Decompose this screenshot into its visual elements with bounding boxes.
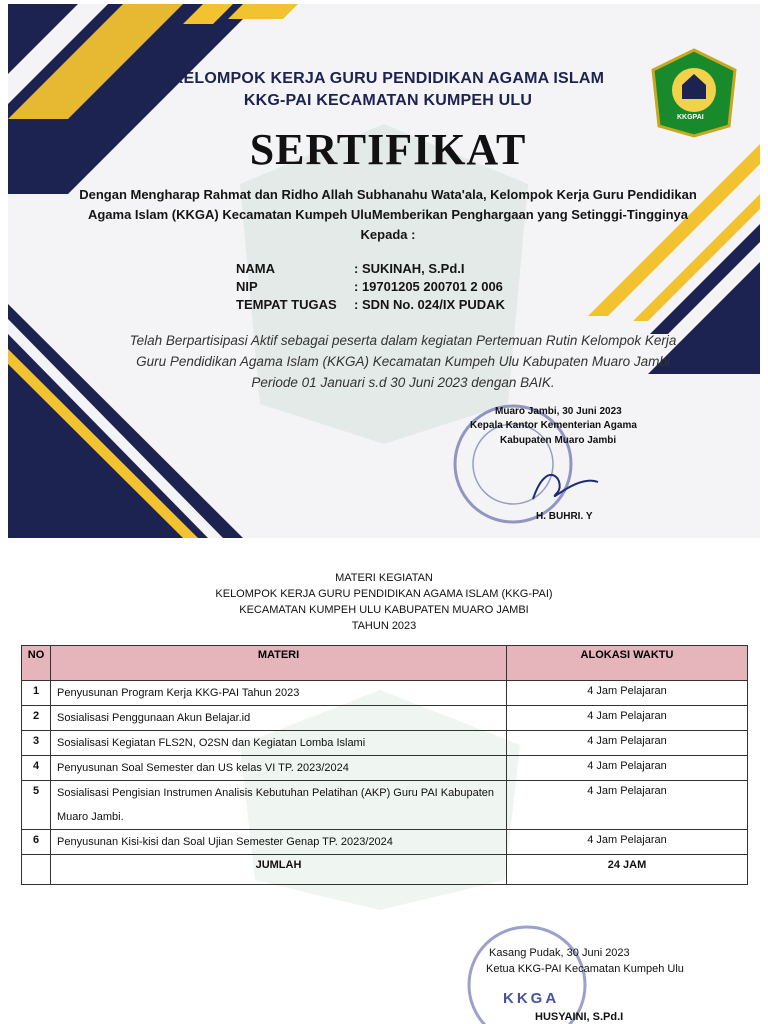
materi-sign-place-date: Kasang Pudak, 30 Juni 2023 [489,947,630,959]
row-no: 2 [22,706,51,731]
row-no: 4 [22,756,51,781]
kkgpai-logo [651,48,737,138]
row-materi: Penyusunan Kisi-kisi dan Soal Ujian Semester Genap TP. 2023/2024 [51,830,507,855]
row-waktu: 4 Jam Pelajaran [507,706,748,731]
table-row [22,731,748,756]
signature-position-2: Kabupaten Muaro Jambi [500,435,617,446]
nip-label: NIP [236,279,258,294]
table-row [22,706,748,731]
place-value: : SDN No. 024/IX PUDAK [354,297,505,312]
certificate [8,4,760,538]
row-materi: Penyusunan Soal Semester dan US kelas VI TP. 2023/2024 [51,756,507,781]
materi-heading-1: MATERI KEGIATAN [335,572,433,584]
nip-value: : 19701205 200701 2 006 [354,279,503,294]
total-value: 24 JAM [507,855,748,885]
signature-place-date: Muaro Jambi, 30 Juni 2023 [495,406,622,417]
participation-statement: Telah Berpartisipasi Aktif sebagai peserta dalam kegiatan Pertemuan Rutin Kelompok Kerja Guru Pendidikan Agama Islam (KKGA) Kecamatan Kumpeh Ulu Kabupaten Muaro Jambi Periode 01 Januari s.d 30 Juni 2023 dengan BAIK. [129,333,677,390]
row-waktu: 4 Jam Pelajaran [507,830,748,855]
row-no: 1 [22,681,51,706]
materi-sign-position: Ketua KKG-PAI Kecamatan Kumpeh Ulu [486,963,684,975]
recipient-place-row [236,297,505,312]
col-no: NO [22,646,51,681]
col-waktu: ALOKASI WAKTU [507,646,748,681]
table-row [22,756,748,781]
row-materi: Sosialisasi Pengisian Instrumen Analisis Kebutuhan Pelatihan (AKP) Guru PAI Kabupaten Muaro Jambi. [51,781,507,830]
row-materi: Sosialisasi Kegiatan FLS2N, O2SN dan Kegiatan Lomba Islami [51,731,507,756]
certificate-intro: Dengan Mengharap Rahmat dan Ridho Allah Subhanahu Wata'ala, Kelompok Kerja Guru Pendidikan Agama Islam (KKGA) Kecamatan Kumpeh UluMemberikan Penghargaan yang Setinggi-Tingginya Kepada : [79,187,697,242]
table-row [22,681,748,706]
row-waktu: 4 Jam Pelajaran [507,781,748,830]
materi-sign-stamp-text: KKGA [503,990,560,1007]
row-waktu: 4 Jam Pelajaran [507,756,748,781]
total-row [22,855,748,885]
name-value: : SUKINAH, S.Pd.I [354,261,465,276]
row-waktu: 4 Jam Pelajaran [507,731,748,756]
kkga-stamp [469,927,585,1024]
materi-heading-3: KECAMATAN KUMPEH ULU KABUPATEN MUARO JAMBI [239,604,529,616]
certificate-title: SERTIFIKAT [249,125,527,174]
materi-table [21,645,748,885]
recipient-name-row [236,261,465,276]
materi-sign-name: HUSYAINI, S.Pd.I [535,1011,624,1023]
materi-table-header [22,646,748,681]
place-label: TEMPAT TUGAS [236,297,337,312]
name-label: NAMA [236,261,275,276]
signature-name: H. BUHRI. Y [536,511,593,522]
recipient-nip-row [236,279,503,294]
row-no: 5 [22,781,51,830]
org-line-2: KKG-PAI KECAMATAN KUMPEH ULU [243,92,533,109]
row-no: 6 [22,830,51,855]
total-no [22,855,51,885]
row-waktu: 4 Jam Pelajaran [507,681,748,706]
col-materi: MATERI [51,646,507,681]
row-no: 3 [22,731,51,756]
materi-heading-2: KELOMPOK KERJA GURU PENDIDIKAN AGAMA ISLAM (KKG-PAI) [215,588,553,600]
table-row [22,781,748,830]
row-materi: Penyusunan Program Kerja KKG-PAI Tahun 2023 [51,681,507,706]
total-label: JUMLAH [51,855,507,885]
org-line-1: KELOMPOK KERJA GURU PENDIDIKAN AGAMA ISLAM [171,70,605,87]
row-materi: Sosialisasi Penggunaan Akun Belajar.id [51,706,507,731]
logo-text: KKGPAI [677,114,704,121]
materi-heading-4: TAHUN 2023 [351,620,417,632]
signature-position-1: Kepala Kantor Kementerian Agama [470,420,637,431]
table-row [22,830,748,855]
